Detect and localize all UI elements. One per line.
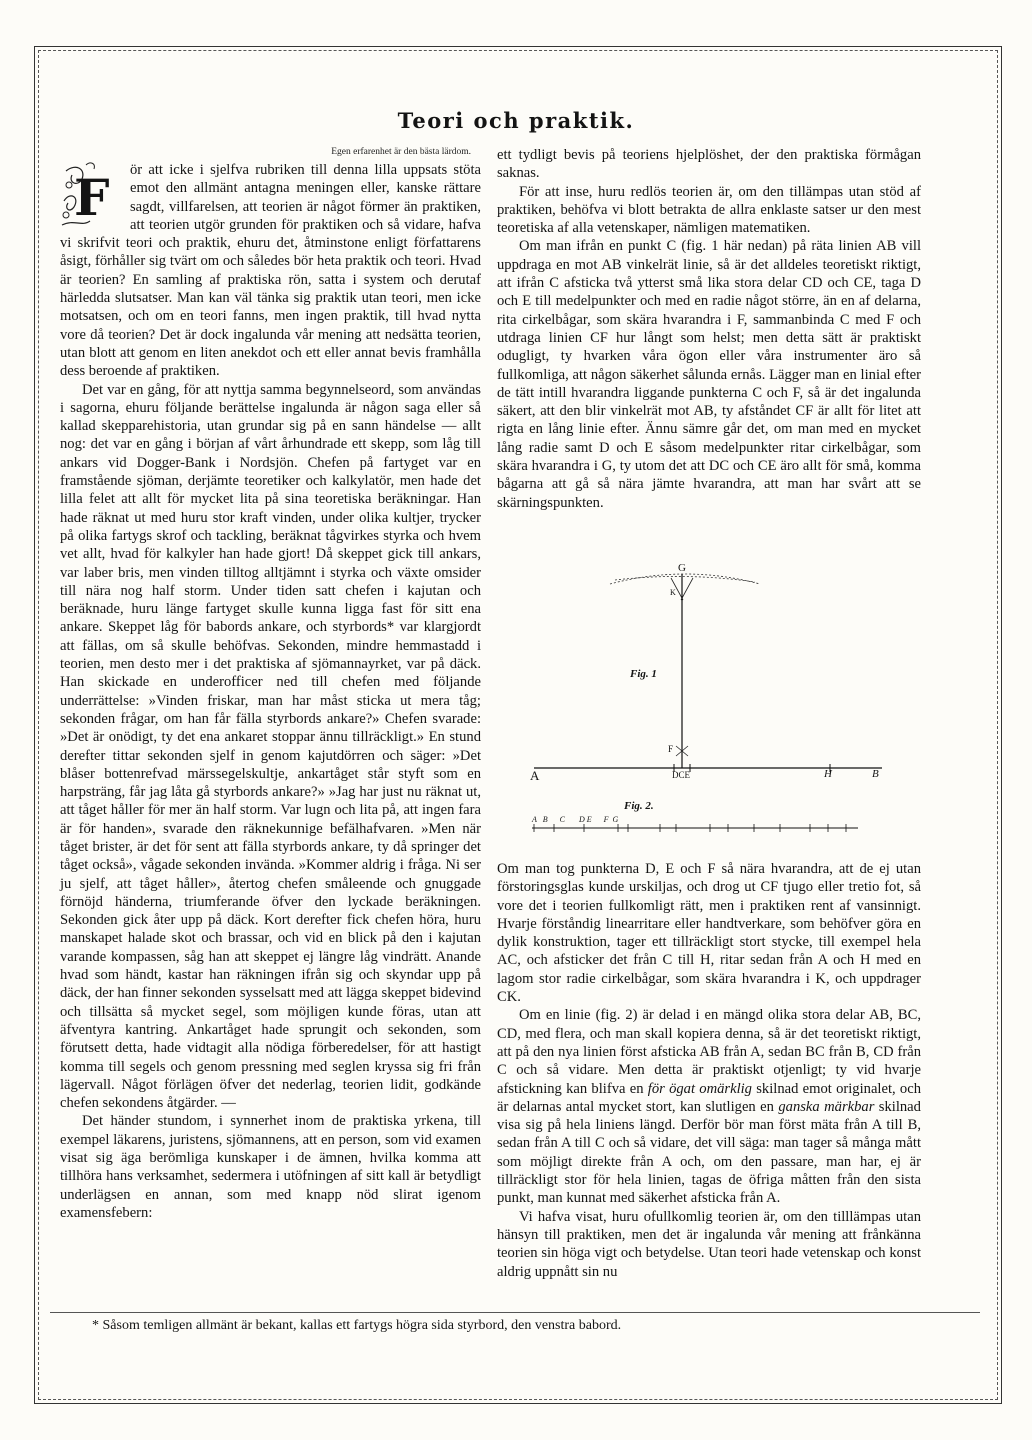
- article-title: Teori och praktik.: [397, 108, 635, 133]
- label-b: B: [872, 768, 879, 780]
- arc-g-2: [615, 576, 755, 582]
- left-paragraph-1: ör att icke i sjelfva rubriken till denna lilla uppsats stöta emot den allmänt antagna meningen eller, kanske rättare sagdt, villfarelsen, att teorien är något förmer än praktiken, att teorien utgör grunden för praktiken och så vidare, hafva vi skrifvit teori och praktik, ehuru det, åtminstone enligt författarens åsigt, förhåller sig tvärt om och således bör heta praktik och teori. Hvad är teorien? En samling af praktiska rön, satta i system och derutaf härledda slutsatser. Man kan väl tänka sig praktik utan teori, men icke motsatsen, och om en teori fanns, men ingen praktik, till hvad nytta vore då teorien? Det är dock ingalunda vår mening att nedsätta teorien, utan blott att genom en liten anekdot och ett eller annat bevis framhålla dess beroende af praktiken.: [60, 162, 481, 380]
- right-paragraph-3: Om man ifrån en punkt C (fig. 1 här nedan) på räta linien AB vill uppdraga en mot AB vinkelrät linie, så är det alldeles teoretiskt riktigt, att ifrån C afsticka två ytterst små lika stora delar CD och CE, taga D och E till medelpunkter och med en radie något större, än en af delarna, rita cirkelbågar, som skära hvarandra i F, sammanbinda C med F och utdraga linien CF hur långt som helst; men detta sätt är praktiskt odugligt, ty hvarken våra ögon eller våra instrumenter äro så fullkomliga, att någon säkerhet sålunda ernås. Lägger man en linial efter de tätt intill hvarandra liggande punkterna C och F, så är det ingalunda säkert, att den blir vinkelrät mot AB, ty afståndet CF är allt för litet att rigta en lång linie efter. Ännu sämre går det, om man med en mycket lång radie samt D och E såsom medelpunkter ritar cirkelbågar, som skära hvarandra i G, ty utom det att DC och CE äro allt för små, komma bågarna att gå så nära jämte hvarandra, att man har svårt att se skärningspunkten.: [497, 238, 921, 511]
- right-paragraph-5: Om en linie (fig. 2) är delad i en mängd olika stora delar AB, BC, CD, med flera, och man skall kopiera denna, så är det teoretiskt riktigt, att på den nya linien först afsticka AB från A, sedan BC från B, CD från C och så vidare. Men detta är praktiskt otjenligt; ty vid hvarje afstickning kan blifva en för ögat omärklig skilnad emot originalet, och är delarnas antal mycket stort, kan slutligen en ganska märkbar skilnad visa sig på hela liniens längd. Derför bör man först mäta från A till B, sedan från A till C och så vidare, det vill säga: man tager så många mått som möjligt direkte från A och, om den passare, man har, ej är tillräckligt stor för hela linien, tagas de öfriga måtten från den sista punkt, man kunnat med säkerhet afsticka från A.: [497, 1007, 921, 1207]
- left-paragraph-2: Det var en gång, för att nyttja samma begynnelseord, som användas i sagorna, ehuru följande berättelse ingalunda är någon saga eller så kallad skepparehistoria, utan grundar sig på en sann händelse — allt nog: det var en gång i början af vårt århundrade ett skepp, som låg till ankars vid Dogger-Bank i Nordsjön. Chefen på fartyget var en framstående sjöman, derjämte teoretiker och kalkylatör, men hade det lilla felet att allt för mycket lita på sina teoretiska beräkningar. Han hade räknat ut med huru stor kraft vinden, under olika kultjer, trycker på olika fartygs skrof och tackling, beräknat tågvirkes styrka och hvem vet allt, hvad för kalkyler han hade gjort! Då skeppet gick till ankars, var laber bris, men vinden tilltog alltjämnt i styrka och växte omsider till nära nog half storm. Under tiden satt chefen i kajutan och beräknade, huru länge fartyget skulle kunna ligga fast för sitt ena ankare. Skeppet låg för babords ankare, och styrbords* var klargjordt att fällas, om så skulle behöfvas. Sekonden, mindre hemmastadd i teorien, men desto mer i det praktiska af sjömannayrket, var på däck. Han skickade en underofficer ned till chefen med följande underrättelse: »Vinden friskar, man har måst sticka ut mera tåg; sekonden frågar, om han får fälla styrbords ankare?» Chefen svarade: »Det är onödigt, ty det ena ankaret stoppar ännu tillräckligt.» En stund derefter tittar sekonden sjelf in genom kajutdörren och säger: »Det blåser bottenrefvad märssegelskultje, ankartåget står styft som en harpsträng, får jag låta gå styrbords ankare?» »Jag har just nu räknat ut, att tåget håller för mer än half storm. Var lugn och lita på, att ingen fara är för handen», svarade den räknekunnige befälhafvaren. »Men när tåget brister, är det för sent att fälla styrbords ankare, ty då springer det tåget också», vågade sekonden invända. »Kommer aldrig i fråga. Ni ser ju sjelf, att tåget håller», återtog chefen småleende och gnuggade förnöjd händerna, triumferande öfver den lyckade beräkningen. Sekonden gick åter upp på däck. Kort derefter fick chefen höra, huru manskapet halade skot och brassar, och vid en blick på den i kajutan varande kompassen, såg han att skeppet ej längre låg vindrätt. Anande hvad som händt, kastar han räkningen ifrån sig och skyndar upp på däck, der han finner sekonden sysselsatt med att lägga skeppet bidevind och tillsätta så mycket segel, som möjligen kunde föras, utan att äfventyra kantring. Ankartåget hade sprungit och sekonden, som förutsett detta, hade vidtagit alla nödiga förberedelser, för att hastigt komma till segels och genom pressning med seglen kryssa sig fri från lägervall. Något förlägen öfver det nederlag, teorien lidit, godkände chefen sekondens åtgärder. —: [60, 381, 481, 1112]
- footnote-rule: [50, 1312, 980, 1313]
- arc-k-2: [681, 578, 693, 600]
- emphasis-1: för ögat omärklig: [647, 1080, 752, 1097]
- label-dce: DCE: [672, 770, 690, 780]
- right-paragraph-2: För att inse, huru redlös teorien är, om den tillämpas utan stöd af praktiken, behöfva vi blott betrakta de allra enklaste satser ur den mest teoretiska af alla vetenskaper, nämligen matematiken.: [497, 183, 921, 237]
- footnote: * Såsom temligen allmänt är bekant, kallas ett fartygs högra sida styrbord, den venstra babord.: [92, 1318, 622, 1333]
- right-column-bottom: [497, 860, 921, 1281]
- dropcap-letter: F: [74, 168, 110, 227]
- left-paragraph-3: Det händer stundom, i synnerhet inom de praktiska yrkena, till exempel läkarens, juristens, sjömannens, att en person, som vid examen visat sig äga berömliga kunskaper i de ämnen, hvilka komma att tillhöra hans verksamhet, sedermera i utöfningen af sitt kall är betydligt underlägsen en annan, som med knapp nöd slirat igenom examensfebern:: [60, 1113, 481, 1221]
- right-paragraph-4: Om man tog punkterna D, E och F så nära hvarandra, att de ej utan förstoringsglas kunde urskiljas, och drog ut CF tjugo eller tretio fot, så vore det i teorien fullkomligt rätt, men i praktiken rent af vansinnigt. Hvarje förståndig linearritare eller handtverkare, som behöfver göra en dylik konstruktion, tager ett tillräckligt stort stycke, till exempel hela AC, och afsticker det från C till H, ritar sedan från A och H med en lagom stor radie cirkelbågar, som skära hvarandra i K, och uppdrager CK.: [497, 861, 921, 1006]
- label-f: F: [668, 744, 674, 754]
- right-paragraph-6: Vi hafva visat, huru ofullkomlig teorien är, om den tilllämpas utan hänsyn till praktiken, men det är ingalunda vår mening att frånkänna teorien sin höga vigt och betydelse. Utan teori hade vetenskap och konst aldrig uppnått sin nu: [497, 1208, 921, 1280]
- label-k: K: [670, 588, 676, 597]
- motto: Egen erfarenhet är den bästa lärdom.: [331, 147, 471, 157]
- emphasis-2: ganska märkbar: [778, 1098, 875, 1115]
- label-g: G: [678, 562, 686, 574]
- geometry-figure: [510, 556, 910, 846]
- right-column-top: [497, 146, 921, 512]
- right-paragraph-1: ett tydligt bevis på teoriens hjelplöshet, der den praktiska förmågan saknas.: [497, 147, 921, 182]
- label-fig2: Fig. 2.: [624, 800, 654, 812]
- left-column: [60, 146, 481, 1222]
- label-fig1: Fig. 1: [630, 668, 657, 680]
- ornamental-initial: [60, 161, 124, 231]
- label-fig2-points: A B C D E F G: [532, 815, 619, 824]
- arc-g-1: [610, 574, 760, 584]
- label-h: H: [824, 768, 832, 780]
- label-a: A: [530, 768, 540, 783]
